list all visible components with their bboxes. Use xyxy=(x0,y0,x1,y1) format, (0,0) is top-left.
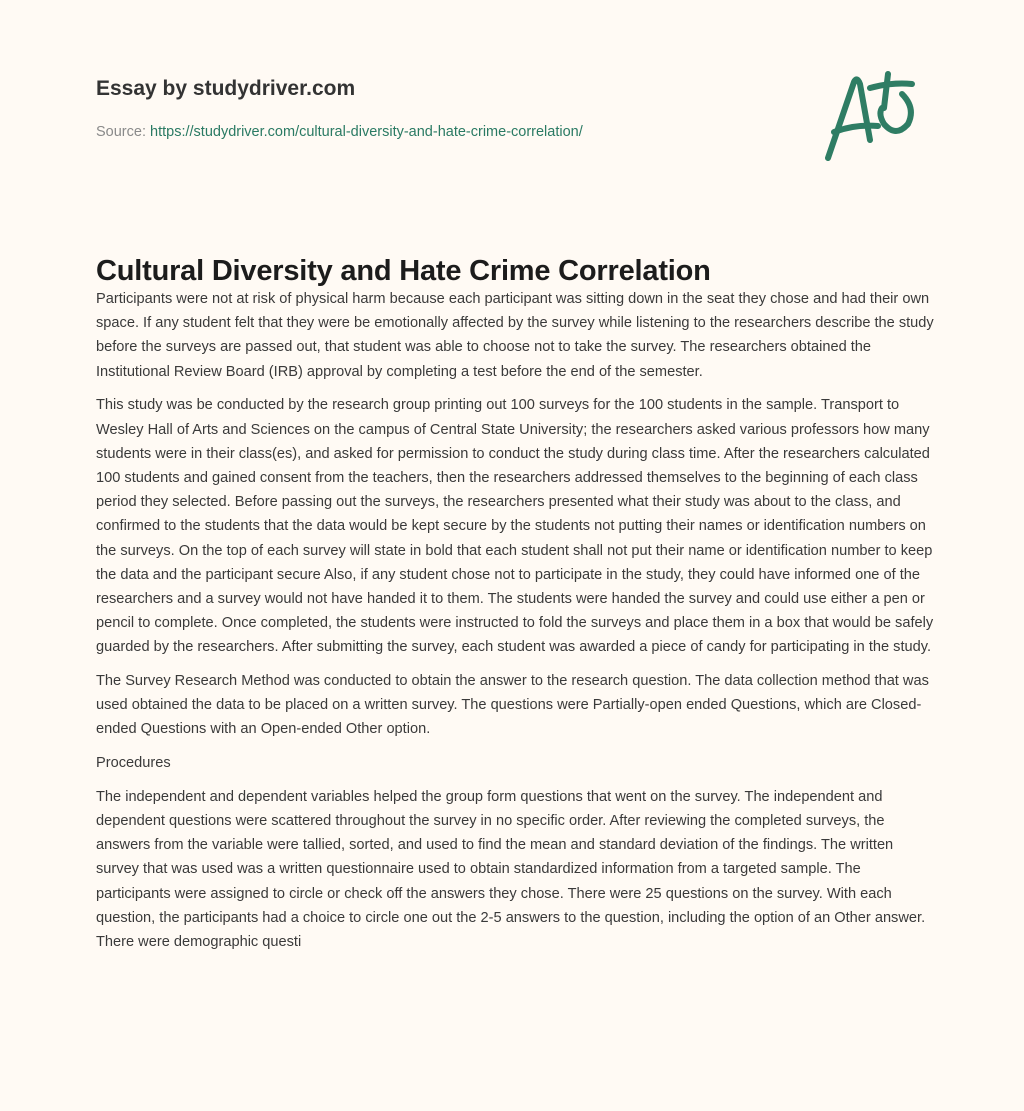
paragraph: This study was be conducted by the research group printing out 100 surveys for the 100 students in the sample. Transport to Wesley Hall of Arts and Sciences on the campus of Central State University; the researchers asked various professors how many students were in their class(es), and asked for permission to conduct the study during class time. After the researchers calculated 100 students and gained consent from the teachers, then the researchers addressed themselves to the beginning of each class period they selected. Before passing out the surveys, the researchers presented what their study was about to the class, and confirmed to the students that the data would be kept secure by the students not putting their names or identification numbers on the surveys. On the top of each survey will state in bold that each student shall not put their name or identification number to keep the data and the participant secure Also, if any student chose not to participate in the study, they could have informed one of the researchers and a survey would not have handed it to them. The students were handed the survey and could use either a pen or pencil to complete. Once completed, the students were instructed to fold the surveys and place them in a box that would be safely guarded by the researchers. After submitting the survey, each student was awarded a piece of candy for participating in the study. xyxy=(96,397,934,656)
section-heading-procedures: Procedures xyxy=(96,755,171,772)
source-line xyxy=(96,124,583,140)
site-title: Essay by studydriver.com xyxy=(96,77,356,100)
paragraph: The Survey Research Method was conducted to obtain the answer to the research question. The data collection method that was used obtained the data to be placed on a written survey. The questions were Partially-open ended Questions, which are Closed-ended Questions with an Open-ended Other option. xyxy=(96,673,929,738)
source-label: Source: xyxy=(96,124,146,140)
article-title: Cultural Diversity and Hate Crime Correlation xyxy=(96,255,711,287)
paragraph: Participants were not at risk of physical harm because each participant was sitting down in the seat they chose and had their own space. If any student felt that they were be emotionally affected by the survey while listening to the researchers describe the study before the surveys are passed out, that student was able to choose not to take the survey. The researchers obtained the Institutional Review Board (IRB) approval by completing a test before the end of the semester. xyxy=(96,291,934,380)
paragraph: The independent and dependent variables helped the group form questions that went on the survey. The independent and dependent questions were scattered throughout the survey in no specific order. After reviewing the completed surveys, the answers from the variable were tallied, sorted, and used to find the mean and standard deviation of the findings. The written survey that was used was a written questionnaire used to obtain standardized information from a targeted sample. The participants were assigned to circle or check off the answers they chose. There were 25 questions on the survey. With each question, the participants had a choice to circle one out the 2-5 answers to the question, including the option of an Other answer. There were demographic questi xyxy=(96,788,926,951)
article-body xyxy=(96,287,934,964)
a-plus-logo-icon xyxy=(820,68,930,168)
source-link[interactable]: https://studydriver.com/cultural-diversity-and-hate-crime-correlation/ xyxy=(150,124,583,140)
